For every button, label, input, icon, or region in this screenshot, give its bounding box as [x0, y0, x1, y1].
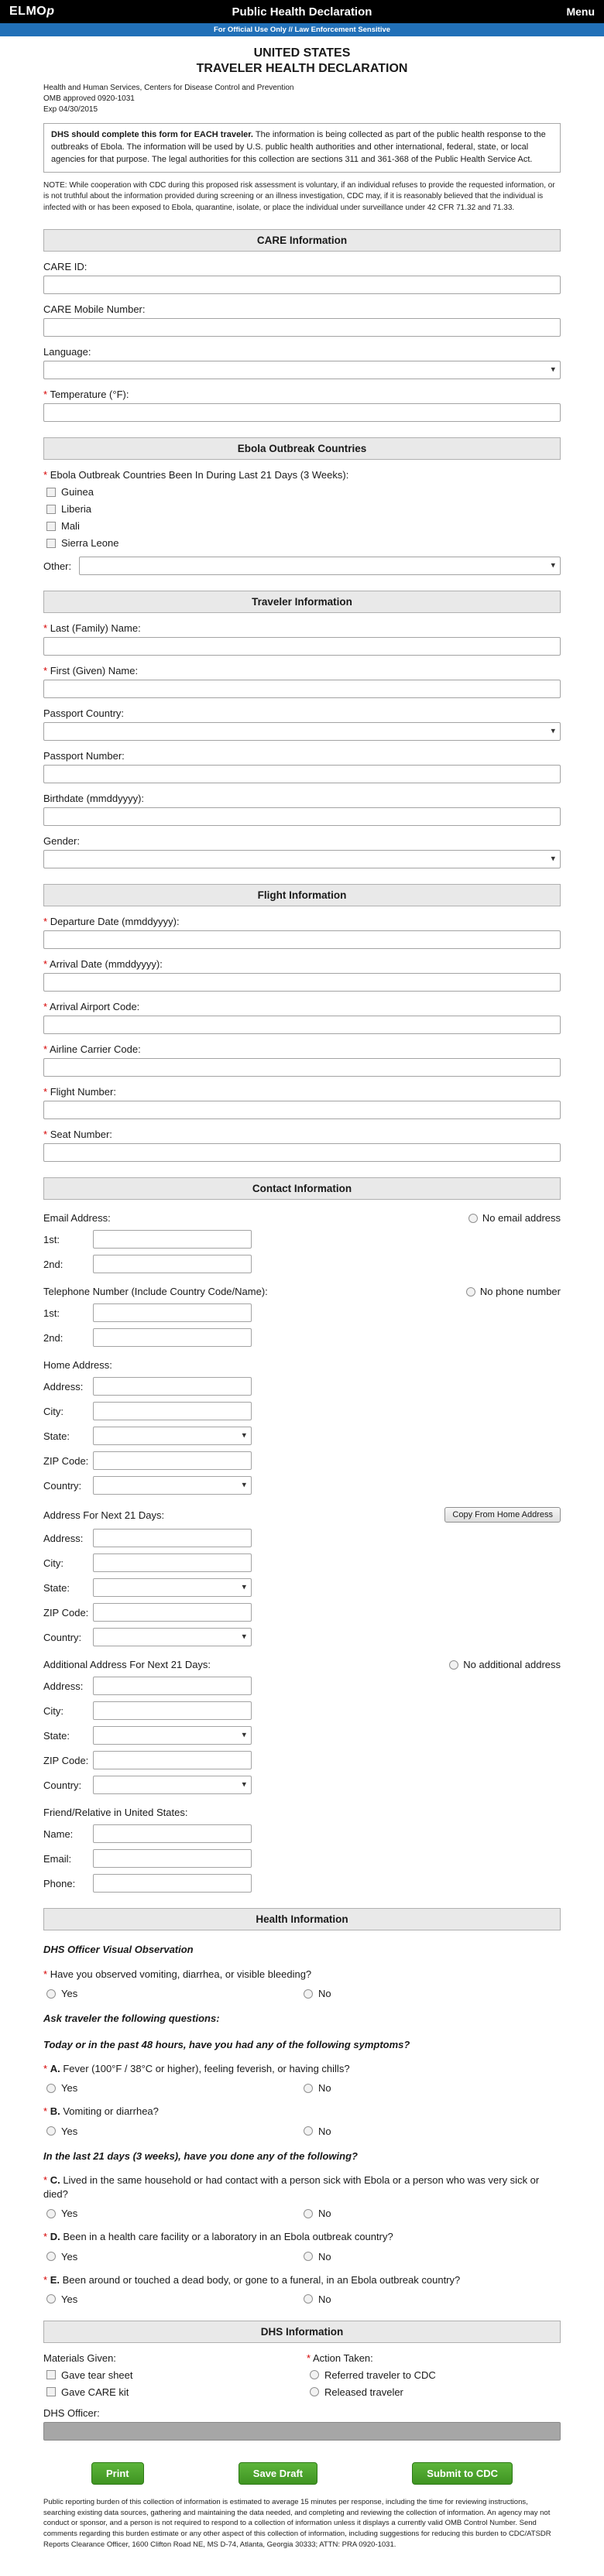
- arrival-airport-label: * Arrival Airport Code:: [43, 1001, 140, 1013]
- seat-number-field: [43, 1129, 561, 1162]
- care-mobile-label: CARE Mobile Number:: [43, 303, 146, 316]
- home-address-input[interactable]: [93, 1377, 252, 1396]
- radio-icon[interactable]: [304, 2294, 313, 2304]
- birthdate-field: [43, 793, 561, 826]
- section-contact-information: Contact Information: [43, 1177, 561, 1200]
- question-letter: C.: [50, 2174, 60, 2187]
- birthdate-label: Birthdate (mmddyyyy):: [43, 793, 145, 805]
- home-state-select[interactable]: [93, 1427, 252, 1445]
- radio-option-yes[interactable]: [46, 2082, 304, 2094]
- phone-1st-label: 1st:: [43, 1307, 60, 1319]
- question-b-answers: [43, 2126, 561, 2137]
- gender-field: [43, 835, 561, 868]
- required-marker: *: [43, 1043, 48, 1056]
- state-label: State:: [43, 1430, 70, 1442]
- checkbox-option-sierra-leone[interactable]: [46, 537, 561, 549]
- chevron-down-icon: ▾: [242, 1582, 246, 1592]
- radio-label: Yes: [61, 1988, 78, 2000]
- instruction-body: The information is being collected as part of the public health response to the outbreaks of Ebola. The information will be used by U.S. public health authorities and other international, federal, state, or local agencies for that purpose. The legal authorities for this collection are sections 311 and 361-368 of the Public Health Service Act.: [51, 130, 546, 164]
- email-2nd-field: [43, 1255, 561, 1273]
- birthdate-input[interactable]: [43, 807, 561, 826]
- radio-label: Released traveler: [324, 2386, 403, 2398]
- dhs-columns: [43, 2352, 561, 2398]
- question-e: * E. Been around or touched a dead body, or gone to a funeral, in an Ebola outbreak country?: [43, 2273, 461, 2286]
- home-zip-input[interactable]: [93, 1451, 252, 1470]
- radio-option-yes[interactable]: [46, 2251, 304, 2263]
- radio-label: Yes: [61, 2125, 78, 2137]
- chevron-down-icon: ▾: [551, 854, 555, 864]
- country-label: Country:: [43, 1479, 82, 1492]
- checkbox-icon[interactable]: [46, 488, 56, 497]
- last-name-label: * Last (Family) Name:: [43, 622, 141, 635]
- radio-label: Yes: [61, 2250, 78, 2263]
- checkbox-option-liberia[interactable]: [46, 503, 561, 515]
- additional-zip-field: [43, 1751, 561, 1769]
- radio-icon[interactable]: [46, 1989, 56, 1999]
- seat-number-input[interactable]: [43, 1143, 561, 1162]
- visual-observation-heading: DHS Officer Visual Observation: [43, 1944, 194, 1956]
- app-header: [0, 0, 604, 23]
- instruction-paragraph: [43, 123, 561, 173]
- no-email-option[interactable]: [468, 1212, 561, 1224]
- phone-2nd-input[interactable]: [93, 1328, 252, 1347]
- menu-button[interactable]: Menu: [566, 5, 595, 18]
- checkbox-label: Gave tear sheet: [61, 2369, 133, 2381]
- next21-zip-input[interactable]: [93, 1603, 252, 1622]
- departure-date-field: [43, 916, 561, 949]
- additional-city-field: [43, 1701, 561, 1720]
- checkbox-gave-care-kit[interactable]: [46, 2386, 297, 2398]
- address-label: Address:: [43, 1380, 84, 1392]
- home-state-field: [43, 1427, 561, 1445]
- radio-referred-to-cdc[interactable]: [310, 2369, 561, 2381]
- temperature-field: [43, 389, 561, 422]
- name-label: Name:: [43, 1828, 74, 1840]
- no-phone-label: No phone number: [479, 1286, 561, 1298]
- app-logo: [9, 5, 55, 19]
- dhs-officer-label: DHS Officer:: [43, 2406, 100, 2419]
- required-marker: *: [43, 2231, 48, 2243]
- checkbox-label: Guinea: [61, 486, 94, 498]
- additional-address-input[interactable]: [93, 1677, 252, 1695]
- no-additional-checkbox-icon[interactable]: [449, 1660, 458, 1670]
- radio-option-no[interactable]: [304, 2208, 561, 2219]
- section-dhs-information: DHS Information: [43, 2321, 561, 2343]
- radio-option-yes[interactable]: [46, 2208, 304, 2219]
- required-marker: *: [43, 622, 48, 635]
- question-observed: * Have you observed vomiting, diarrhea, or visible bleeding?: [43, 1968, 312, 1980]
- first-name-input[interactable]: [43, 680, 561, 698]
- first-name-field: [43, 665, 561, 698]
- home-country-select[interactable]: [93, 1476, 252, 1495]
- arrival-airport-field: [43, 1001, 561, 1034]
- next21-zip-field: [43, 1603, 561, 1622]
- zip-label: ZIP Code:: [43, 1454, 89, 1467]
- next21-state-field: [43, 1578, 561, 1597]
- section-ebola-outbreak-countries: Ebola Outbreak Countries: [43, 437, 561, 460]
- language-field: [43, 346, 561, 379]
- zip-label: ZIP Code:: [43, 1606, 89, 1619]
- radio-icon[interactable]: [304, 2252, 313, 2261]
- last-name-input[interactable]: [43, 637, 561, 656]
- chevron-down-icon: ▾: [551, 365, 555, 375]
- telephone-label: Telephone Number (Include Country Code/Name):: [43, 1286, 268, 1298]
- no-additional-address-option[interactable]: [449, 1659, 561, 1670]
- phone-label: Phone:: [43, 1877, 76, 1889]
- checkbox-icon[interactable]: [46, 2370, 56, 2379]
- temperature-input[interactable]: [43, 403, 561, 422]
- phone-2nd-label: 2nd:: [43, 1331, 63, 1344]
- departure-date-input[interactable]: [43, 930, 561, 949]
- next21-address-heading: Address For Next 21 Days:: [43, 1509, 165, 1521]
- copy-from-home-address-button[interactable]: Copy From Home Address: [444, 1507, 561, 1523]
- passport-country-field: [43, 707, 561, 741]
- required-marker: *: [43, 2063, 48, 2075]
- departure-date-label: * Departure Date (mmddyyyy):: [43, 916, 180, 928]
- radio-label: No: [318, 2250, 331, 2263]
- radio-option-no[interactable]: [304, 1988, 561, 1999]
- checkbox-option-mali[interactable]: [46, 520, 561, 532]
- other-country-select[interactable]: [79, 557, 561, 575]
- agency-line: Health and Human Services, Centers for Disease Control and Prevention: [43, 84, 294, 92]
- radio-option-yes[interactable]: [46, 2293, 304, 2305]
- radio-icon[interactable]: [46, 2084, 56, 2093]
- temperature-label: * Temperature (°F):: [43, 389, 129, 401]
- form-title-line1: UNITED STATES: [253, 46, 351, 60]
- arrival-date-input[interactable]: [43, 973, 561, 992]
- required-marker: *: [43, 1086, 48, 1098]
- chevron-down-icon: ▾: [551, 726, 555, 736]
- additional-address-heading: Additional Address For Next 21 Days:: [43, 1659, 211, 1671]
- other-country-row: [43, 557, 561, 575]
- email-1st-field: [43, 1230, 561, 1249]
- phone-2nd-field: [43, 1328, 561, 1347]
- country-label: Country:: [43, 1631, 82, 1643]
- checkbox-option-guinea[interactable]: [46, 486, 561, 498]
- radio-option-yes[interactable]: [46, 1988, 304, 1999]
- additional-address-field: [43, 1677, 561, 1695]
- chevron-down-icon: ▾: [551, 560, 555, 570]
- care-mobile-input[interactable]: [43, 318, 561, 337]
- language-select[interactable]: [43, 361, 561, 379]
- checkbox-label: Sierra Leone: [61, 537, 119, 550]
- paperwork-burden-statement: Public reporting burden of this collection of information is estimated to average 15 minutes per response, including the time for reviewing instructions, searching existing data sources, gathering and maintaining the data needed, and completing and reviewing the collection of information. An agency may not conduct or sponsor, and a person is not required to respond to a collection of information unless it displays a currently valid OMB Control Number. Send comments regarding this burden estimate or any other aspect of this collection of information, including suggestions for reducing this burden to CDC/ATSDR Reports Clearance Officer, 1600 Clifton Road NE, MS D-74, Atlanta, Georgia 30333; ATTN: PRA 0920-1031.: [43, 2497, 551, 2549]
- form-title: [43, 46, 561, 77]
- telephone-row: [43, 1286, 561, 1297]
- state-label: State:: [43, 1581, 70, 1594]
- radio-icon[interactable]: [304, 2084, 313, 2093]
- arrival-date-field: [43, 958, 561, 992]
- checkbox-icon[interactable]: [46, 505, 56, 514]
- radio-label: Referred traveler to CDC: [324, 2369, 436, 2381]
- radio-label: No: [318, 2293, 331, 2305]
- next21-country-field: [43, 1628, 561, 1646]
- next21-address-row: [43, 1507, 561, 1523]
- chevron-down-icon: ▾: [242, 1730, 246, 1740]
- next21-address-field: [43, 1529, 561, 1547]
- form-meta: [43, 83, 561, 115]
- radio-label: Yes: [61, 2208, 78, 2220]
- question-a-answers: [43, 2082, 561, 2094]
- care-id-input[interactable]: [43, 276, 561, 294]
- submit-to-cdc-button[interactable]: Submit to CDC: [412, 2462, 513, 2485]
- home-city-input[interactable]: [93, 1402, 252, 1420]
- home-address-field: [43, 1377, 561, 1396]
- home-country-field: [43, 1476, 561, 1495]
- radio-icon[interactable]: [304, 2126, 313, 2136]
- required-marker: *: [43, 2105, 48, 2118]
- radio-option-no[interactable]: [304, 2293, 561, 2305]
- phone-1st-input[interactable]: [93, 1303, 252, 1322]
- radio-option-no[interactable]: [304, 2251, 561, 2263]
- friend-phone-field: [43, 1874, 561, 1893]
- next21-address-input[interactable]: [93, 1529, 252, 1547]
- chevron-down-icon: ▾: [242, 1430, 246, 1440]
- question-letter: B.: [50, 2105, 60, 2118]
- radio-icon[interactable]: [46, 2126, 56, 2136]
- section-traveler-information: Traveler Information: [43, 591, 561, 613]
- additional-country-select[interactable]: [93, 1776, 252, 1794]
- no-email-checkbox-icon[interactable]: [468, 1214, 478, 1223]
- question-a: * A. Fever (100°F / 38°C or higher), feeling feverish, or having chills?: [43, 2063, 350, 2075]
- additional-state-select[interactable]: [93, 1726, 252, 1745]
- required-marker: *: [43, 1968, 48, 1980]
- required-marker: *: [43, 2273, 48, 2286]
- next21-city-field: [43, 1553, 561, 1572]
- print-button[interactable]: Print: [91, 2462, 144, 2485]
- save-draft-button[interactable]: Save Draft: [239, 2462, 317, 2485]
- passport-number-input[interactable]: [43, 765, 561, 783]
- section-health-information: Health Information: [43, 1908, 561, 1930]
- email-1st-input[interactable]: [93, 1230, 252, 1249]
- flight-number-field: [43, 1086, 561, 1119]
- chevron-down-icon: ▾: [242, 1632, 246, 1642]
- email-label: Email:: [43, 1852, 72, 1865]
- next21-city-input[interactable]: [93, 1553, 252, 1572]
- zip-label: ZIP Code:: [43, 1754, 89, 1766]
- language-label: Language:: [43, 346, 91, 358]
- last-21-days-heading: In the last 21 days (3 weeks), have you done any of the following?: [43, 2150, 358, 2162]
- instruction-bold-lead: DHS should complete this form for EACH traveler.: [51, 130, 253, 139]
- omb-line: OMB approved 0920-1031: [43, 94, 135, 103]
- radio-icon[interactable]: [304, 1989, 313, 1999]
- question-c: * C. Lived in the same household or had contact with a person sick with Ebola or a person who was very sick or died?: [43, 2174, 540, 2201]
- radio-icon[interactable]: [46, 2252, 56, 2261]
- radio-icon[interactable]: [310, 2387, 319, 2396]
- city-label: City:: [43, 1704, 63, 1717]
- flight-number-label: * Flight Number:: [43, 1086, 116, 1098]
- next21-state-select[interactable]: [93, 1578, 252, 1597]
- no-email-label: No email address: [482, 1212, 561, 1225]
- chevron-down-icon: ▾: [242, 1480, 246, 1490]
- arrival-airport-input[interactable]: [43, 1016, 561, 1034]
- home-zip-field: [43, 1451, 561, 1470]
- flight-number-input[interactable]: [43, 1101, 561, 1119]
- care-id-label: CARE ID:: [43, 261, 88, 273]
- checkbox-icon[interactable]: [46, 2387, 56, 2396]
- required-marker: *: [43, 665, 48, 677]
- required-marker: *: [43, 2174, 48, 2187]
- friend-name-field: [43, 1824, 561, 1843]
- home-city-field: [43, 1402, 561, 1420]
- city-label: City:: [43, 1405, 63, 1417]
- radio-icon[interactable]: [310, 2370, 319, 2379]
- action-taken-label: * Action Taken:: [307, 2352, 373, 2364]
- required-marker: *: [43, 469, 48, 481]
- radio-label: Yes: [61, 2293, 78, 2305]
- question-d-answers: [43, 2251, 561, 2263]
- gender-label: Gender:: [43, 835, 80, 848]
- radio-icon[interactable]: [46, 2294, 56, 2304]
- logo-suffix: p: [46, 5, 55, 18]
- email-address-label: Email Address:: [43, 1212, 111, 1225]
- page-title: Public Health Declaration: [232, 5, 372, 19]
- radio-option-no[interactable]: [304, 2082, 561, 2094]
- countries-question: [43, 469, 561, 575]
- no-additional-label: No additional address: [463, 1659, 561, 1671]
- care-mobile-field: [43, 303, 561, 337]
- country-label: Country:: [43, 1779, 82, 1791]
- form-title-line2: TRAVELER HEALTH DECLARATION: [196, 62, 408, 75]
- section-care-information: CARE Information: [43, 229, 561, 252]
- exp-line: Exp 04/30/2015: [43, 105, 98, 114]
- passport-country-label: Passport Country:: [43, 707, 125, 720]
- radio-label: No: [318, 2125, 331, 2137]
- email-address-row: [43, 1212, 561, 1224]
- email-2nd-label: 2nd:: [43, 1258, 63, 1270]
- materials-given-label: Materials Given:: [43, 2352, 116, 2364]
- section-flight-information: Flight Information: [43, 884, 561, 906]
- additional-state-field: [43, 1726, 561, 1745]
- radio-released-traveler[interactable]: [310, 2386, 561, 2398]
- radio-option-no[interactable]: [304, 2126, 561, 2137]
- countries-question-label: * Ebola Outbreak Countries Been In During Last 21 Days (3 Weeks):: [43, 469, 349, 481]
- additional-country-field: [43, 1776, 561, 1794]
- question-letter: D.: [50, 2231, 60, 2243]
- friend-name-input[interactable]: [93, 1824, 252, 1843]
- no-phone-option[interactable]: [466, 1286, 561, 1297]
- chevron-down-icon: ▾: [242, 1780, 246, 1790]
- friend-phone-input[interactable]: [93, 1874, 252, 1893]
- checkbox-icon[interactable]: [46, 522, 56, 531]
- form-actions: [43, 2462, 561, 2485]
- passport-number-field: [43, 750, 561, 783]
- checkbox-label: Liberia: [61, 503, 92, 516]
- additional-city-input[interactable]: [93, 1701, 252, 1720]
- radio-icon[interactable]: [46, 2209, 56, 2218]
- dhs-officer-field: [43, 2407, 561, 2441]
- note-paragraph: NOTE: While cooperation with CDC during this proposed risk assessment is voluntary, if an individual refuses to provide the requested information, or is not truthful about the information provided during screening or an illness investigation, CDC may, if it is reasonably believed that the individual is infected with or has been exposed to Ebola, quarantine, isolate, or place the individual under surveillance under 42 CFR 71.32 and 71.33.: [43, 180, 555, 212]
- additional-zip-input[interactable]: [93, 1751, 252, 1769]
- ask-traveler-heading: Ask traveler the following questions:: [43, 2012, 220, 2025]
- required-marker: *: [43, 389, 48, 401]
- passport-number-label: Passport Number:: [43, 750, 125, 762]
- required-marker: *: [43, 958, 48, 971]
- additional-address-row: [43, 1659, 561, 1670]
- checkbox-icon[interactable]: [46, 539, 56, 548]
- radio-icon[interactable]: [304, 2209, 313, 2218]
- home-address-heading: Home Address:: [43, 1359, 112, 1372]
- required-marker: *: [307, 2352, 311, 2364]
- radio-label: Yes: [61, 2082, 78, 2095]
- next21-country-select[interactable]: [93, 1628, 252, 1646]
- radio-label: No: [318, 2208, 331, 2220]
- checkbox-label: Gave CARE kit: [61, 2386, 129, 2398]
- checkbox-gave-tear-sheet[interactable]: [46, 2369, 297, 2381]
- official-use-banner: For Official Use Only // Law Enforcement Sensitive: [0, 23, 604, 36]
- arrival-date-label: * Arrival Date (mmddyyyy):: [43, 958, 163, 971]
- past-48-hours-heading: Today or in the past 48 hours, have you had any of the following symptoms?: [43, 2038, 410, 2050]
- radio-label: No: [318, 1988, 331, 2000]
- address-label: Address:: [43, 1532, 84, 1544]
- required-marker: *: [43, 1001, 48, 1013]
- question-observed-answers: [43, 1988, 561, 1999]
- friend-email-field: [43, 1849, 561, 1868]
- city-label: City:: [43, 1557, 63, 1569]
- last-name-field: [43, 622, 561, 656]
- phone-1st-field: [43, 1303, 561, 1322]
- other-country-label: Other:: [43, 560, 72, 572]
- radio-label: No: [318, 2082, 331, 2095]
- email-2nd-input[interactable]: [93, 1255, 252, 1273]
- question-e-answers: [43, 2293, 561, 2305]
- required-marker: *: [43, 1129, 48, 1141]
- required-marker: *: [43, 916, 48, 928]
- checkbox-label: Mali: [61, 520, 80, 533]
- question-letter: E.: [50, 2273, 60, 2286]
- state-label: State:: [43, 1729, 70, 1742]
- form-content: [0, 46, 604, 2576]
- airline-carrier-input[interactable]: [43, 1058, 561, 1077]
- first-name-label: * First (Given) Name:: [43, 665, 139, 677]
- question-d: * D. Been in a health care facility or a laboratory in an Ebola outbreak country?: [43, 2231, 393, 2243]
- airline-carrier-label: * Airline Carrier Code:: [43, 1043, 141, 1056]
- materials-given-column: [43, 2352, 297, 2398]
- passport-country-select[interactable]: [43, 722, 561, 741]
- question-b: * B. Vomiting or diarrhea?: [43, 2105, 159, 2118]
- address-label: Address:: [43, 1680, 84, 1692]
- radio-option-yes[interactable]: [46, 2126, 304, 2137]
- friend-email-input[interactable]: [93, 1849, 252, 1868]
- question-letter: A.: [50, 2063, 60, 2075]
- dhs-officer-input[interactable]: [43, 2422, 561, 2441]
- logo-text: ELMO: [9, 5, 47, 18]
- question-c-answers: [43, 2208, 561, 2219]
- action-taken-column: [307, 2352, 561, 2398]
- no-phone-checkbox-icon[interactable]: [466, 1287, 475, 1297]
- friend-relative-heading: Friend/Relative in United States:: [43, 1807, 188, 1819]
- seat-number-label: * Seat Number:: [43, 1129, 112, 1141]
- airline-carrier-field: [43, 1043, 561, 1077]
- gender-select[interactable]: [43, 850, 561, 868]
- email-1st-label: 1st:: [43, 1233, 60, 1245]
- care-id-field: [43, 261, 561, 294]
